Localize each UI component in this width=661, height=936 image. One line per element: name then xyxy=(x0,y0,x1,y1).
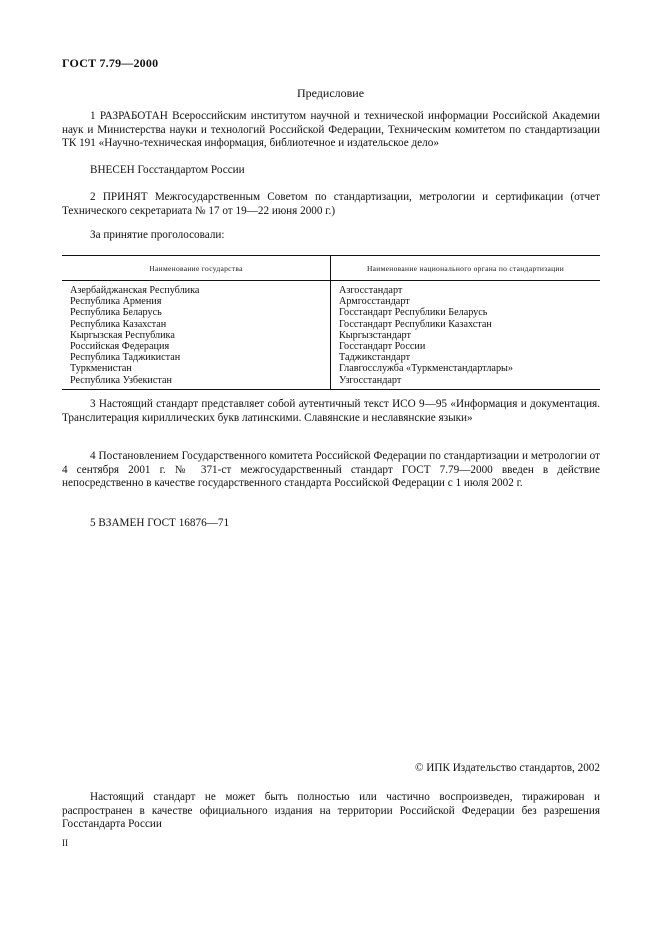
table-cell-state: Российская Федерация xyxy=(70,341,170,353)
table-cell-state: Азербайджанская Республика xyxy=(70,285,200,296)
copyright-line: © ИПК Издательство стандартов, 2002 xyxy=(414,762,600,774)
table-header-state: Наименование государства xyxy=(62,256,331,281)
paragraph-developed-text: 1 РАЗРАБОТАН Всероссийским институтом научной и технической информации Российской Академии наук и Министерства науки и технологий Российской Федерации, Техническим комитетом по стандартизации ТК 191 «Научно-техническая информация, библиотечное и издательское дело» xyxy=(62,110,600,150)
table-cell-body: Таджикстандарт xyxy=(339,352,411,364)
paragraph-reproduction-notice xyxy=(62,791,600,832)
table-cell-body: Госстандарт России xyxy=(339,341,426,353)
standard-code-header: ГОСТ 7.79—2000 xyxy=(62,56,159,70)
paragraph-authentic-text-content: 3 Настоящий стандарт представляет собой аутентичный текст ИСО 9—95 «Информация и документация. Транслитерация кириллических букв латинскими. Славянские и неславянские языки» xyxy=(62,398,600,424)
table-column-bodies xyxy=(331,281,601,390)
voting-table xyxy=(62,255,600,390)
paragraph-introduced xyxy=(62,164,600,178)
table-body-row xyxy=(62,281,600,390)
table-cell-body: Узгосстандарт xyxy=(339,374,402,386)
page-title: Предисловие xyxy=(296,86,365,100)
table-cell-state: Республика Беларусь xyxy=(70,307,162,319)
table-cell-body: Армгосстандарт xyxy=(339,296,410,308)
paragraph-replaces-text: 5 ВЗАМЕН ГОСТ 16876—71 xyxy=(90,517,230,529)
table-cell-state: Республика Казахстан xyxy=(70,318,167,330)
table-cell-body: Кыргызстандарт xyxy=(339,329,411,341)
paragraph-adopted xyxy=(62,191,600,218)
paragraph-introduced-text: ВНЕСЕН Госстандартом России xyxy=(90,164,245,176)
table-cell-body: Госстандарт Республики Беларусь xyxy=(339,307,488,319)
paragraph-developed xyxy=(62,110,600,151)
paragraph-replaces xyxy=(62,517,600,531)
table-cell-body: Главгосслужба «Туркменстандартлары» xyxy=(339,363,513,375)
table-cell-state: Кыргызская Республика xyxy=(70,329,175,341)
paragraph-reproduction-notice-text: Настоящий стандарт не может быть полностью или частично воспроизведен, тиражирован и распространен в качестве официального издания на территории Российской Федерации без разрешения Госстандарта России xyxy=(62,791,600,831)
page-number: II xyxy=(62,838,68,848)
table-header-body: Наименование национального органа по стандартизации xyxy=(331,256,601,281)
paragraph-adopted-text: 2 ПРИНЯТ Межгосударственным Советом по стандартизации, метрологии и сертификации (отчет Технического секретариата № 17 от 19—22 июня 2000 г.) xyxy=(62,191,600,217)
table-cell-body: Азгосстандарт xyxy=(339,285,403,296)
paragraph-resolution-text: 4 Постановлением Государственного комитета Российской Федерации по стандартизации и метрологии от 4 сентября 2001 г. № 371-ст межгосударственный стандарт ГОСТ 7.79—2000 введен в действие непосредственно в качестве государственного стандарта Российской Федерации с 1 июля 2002 г. xyxy=(62,450,600,490)
table-header-row xyxy=(62,256,600,281)
table-cell-state: Республика Армения xyxy=(70,296,162,308)
paragraph-voted xyxy=(62,229,600,243)
table-cell-state: Туркменистан xyxy=(70,363,132,375)
table-column-states xyxy=(62,281,331,390)
paragraph-authentic-text xyxy=(62,398,600,425)
paragraph-voted-text: За принятие проголосовали: xyxy=(90,229,225,241)
paragraph-resolution xyxy=(62,450,600,491)
table-cell-state: Республика Узбекистан xyxy=(70,374,172,386)
table-cell-body: Госстандарт Республики Казахстан xyxy=(339,318,492,330)
table-cell-state: Республика Таджикистан xyxy=(70,352,181,364)
